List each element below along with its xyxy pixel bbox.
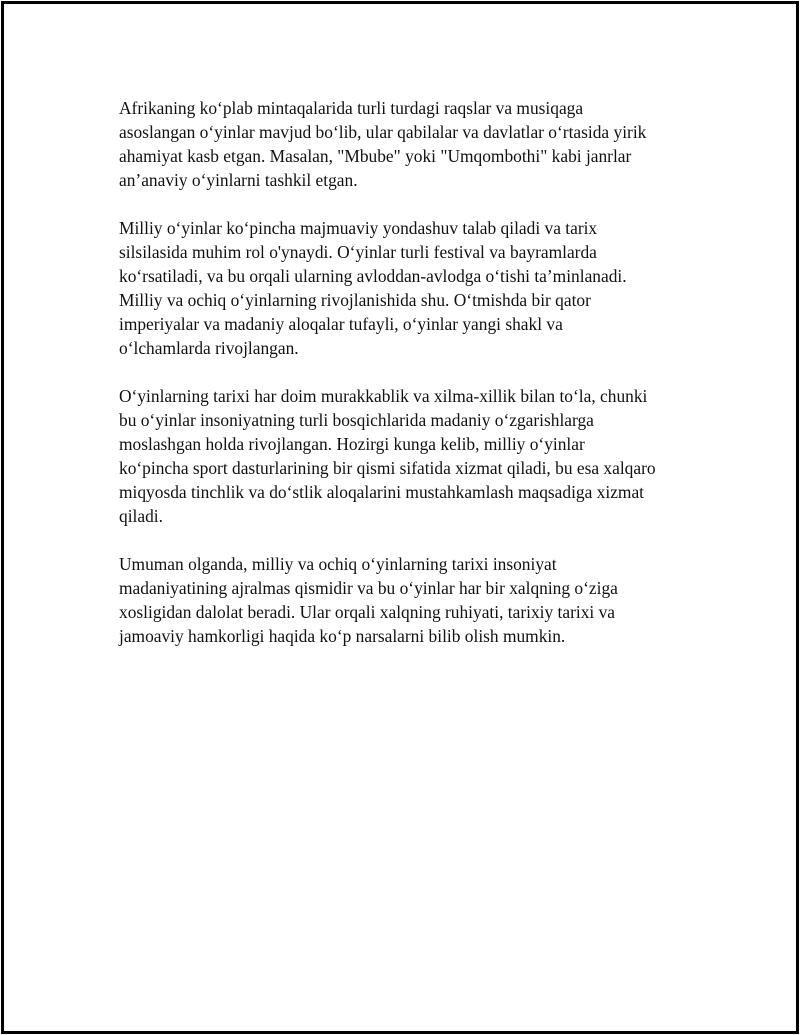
document-page	[1, 1, 799, 1034]
paragraph-line: xosligidan dalolat beradi. Ular orqali xalqning ruhiyati, tarixiy tarixi va	[119, 602, 615, 622]
paragraph-line: madaniyatining ajralmas qismidir va bu o‘yinlar har bir xalqning o‘ziga	[119, 578, 618, 598]
paragraph-line: silsilasida muhim rol o'ynaydi. O‘yinlar turli festival va bayramlarda	[119, 242, 597, 262]
paragraph-line: o‘lchamlarda rivojlangan.	[119, 338, 299, 358]
paragraph-line: bu o‘yinlar insoniyatning turli bosqichlarida madaniy o‘zgarishlarga	[119, 410, 594, 430]
paragraph-line: imperiyalar va madaniy aloqalar tufayli, o‘yinlar yangi shakl va	[119, 314, 563, 334]
paragraph-2	[119, 216, 709, 360]
paragraph-line: asoslangan o‘yinlar mavjud bo‘lib, ular qabilalar va davlatlar o‘rtasida yirik	[119, 122, 647, 142]
paragraph-line: Milliy va ochiq o‘yinlarning rivojlanishida shu. O‘tmishda bir qator	[119, 290, 591, 310]
paragraph-line: Milliy o‘yinlar ko‘pincha majmuaviy yondashuv talab qiladi va tarix	[119, 218, 598, 238]
paragraph-4	[119, 552, 709, 648]
paragraph-line: moslashgan holda rivojlangan. Hozirgi kunga kelib, milliy o‘yinlar	[119, 434, 585, 454]
document-body	[119, 96, 709, 672]
paragraph-3	[119, 384, 709, 528]
paragraph-line: miqyosda tinchlik va do‘stlik aloqalarini mustahkamlash maqsadiga xizmat	[119, 482, 644, 502]
paragraph-line: O‘yinlarning tarixi har doim murakkablik va xilma-xillik bilan to‘la, chunki	[119, 386, 648, 406]
paragraph-line: qiladi.	[119, 506, 163, 526]
paragraph-line: jamoaviy hamkorligi haqida ko‘p narsalarni bilib olish mumkin.	[119, 626, 566, 646]
paragraph-line: an’anaviy o‘yinlarni tashkil etgan.	[119, 170, 358, 190]
paragraph-line: ko‘pincha sport dasturlarining bir qismi sifatida xizmat qiladi, bu esa xalqaro	[119, 458, 656, 478]
paragraph-line: ahamiyat kasb etgan. Masalan, "Mbube" yoki "Umqombothi" kabi janrlar	[119, 146, 632, 166]
paragraph-line: ko‘rsatiladi, va bu orqali ularning avloddan-avlodga o‘tishi ta’minlanadi.	[119, 266, 627, 286]
paragraph-line: Umuman olganda, milliy va ochiq o‘yinlarning tarixi insoniyat	[119, 554, 557, 574]
paragraph-line: Afrikaning ko‘plab mintaqalarida turli turdagi raqslar va musiqaga	[119, 98, 584, 118]
paragraph-1	[119, 96, 709, 192]
